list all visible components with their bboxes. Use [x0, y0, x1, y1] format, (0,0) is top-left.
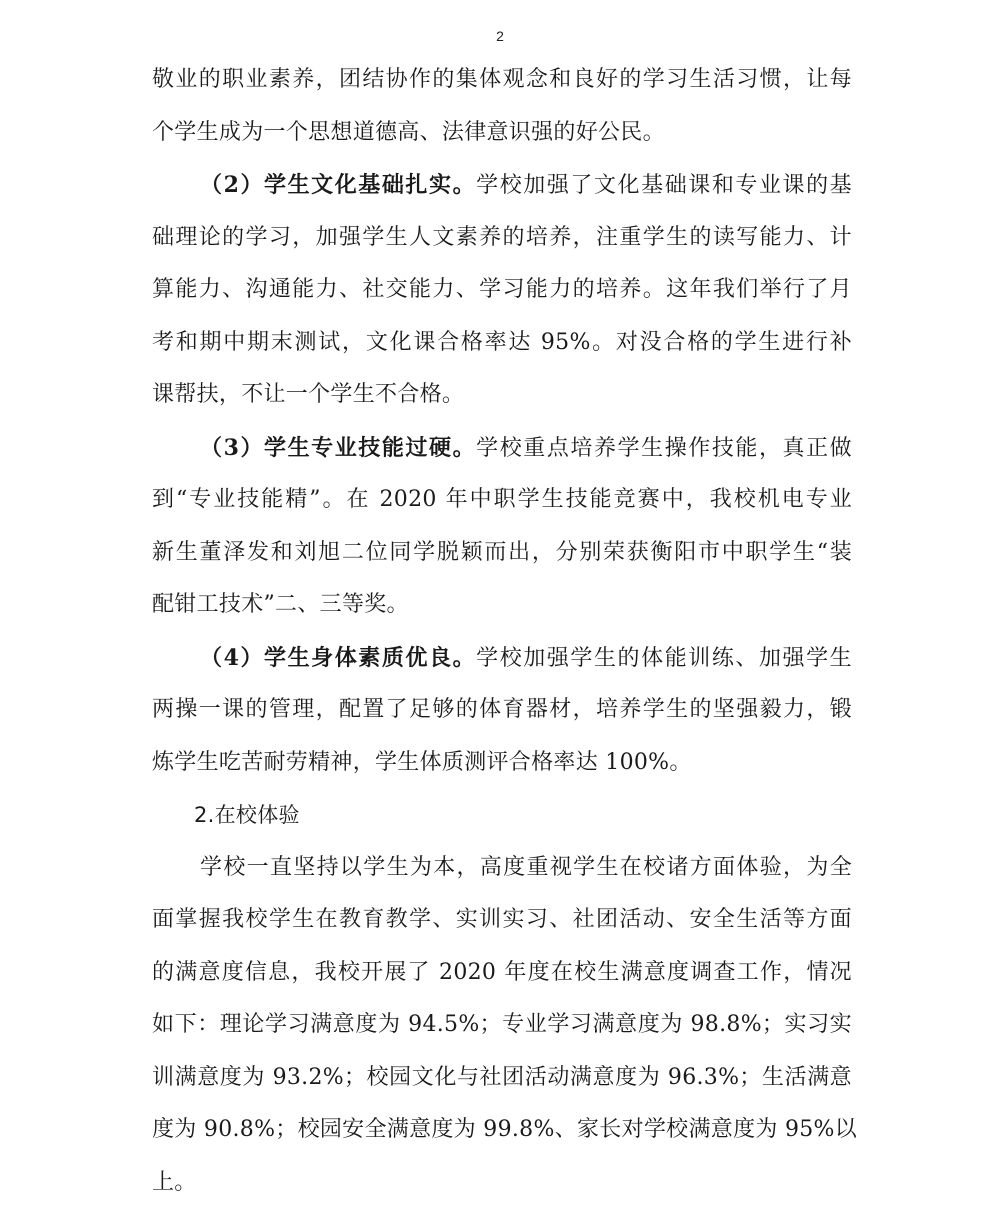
paragraph-text: 学校重点培养学生操作技能，真正做 — [476, 436, 852, 461]
text-line: 考和期中期末测试，文化课合格率达 95%。对没合格的学生进行补 — [152, 317, 852, 370]
document-body — [152, 54, 852, 1209]
paragraph-text: 学校加强了文化基础课和专业课的基 — [476, 173, 852, 198]
text-line: 到“专业技能精”。在 2020 年中职学生技能竞赛中，我校机电专业 — [152, 474, 852, 527]
paragraph-text: 学校加强学生的体能训练、加强学生 — [476, 646, 852, 671]
text-line: 础理论的学习，加强学生人文素养的培养，注重学生的读写能力、计 — [152, 212, 852, 265]
paragraph-line — [152, 159, 852, 212]
text-line: 如下：理论学习满意度为 94.5%；专业学习满意度为 98.8%；实习实 — [152, 999, 852, 1052]
text-line: 配钳工技术”二、三等奖。 — [152, 579, 852, 632]
text-line: 的满意度信息，我校开展了 2020 年度在校生满意度调查工作，情况 — [152, 947, 852, 1000]
paragraph-line — [152, 422, 852, 475]
paragraph-heading: （4）学生身体素质优良。 — [200, 645, 476, 671]
text-line: 炼学生吃苦耐劳精神，学生体质测评合格率达 100%。 — [152, 737, 852, 790]
text-line: 算能力、沟通能力、社交能力、学习能力的培养。这年我们举行了月 — [152, 264, 852, 317]
text-line: 两操一课的管理，配置了足够的体育器材，培养学生的坚强毅力，锻 — [152, 684, 852, 737]
text-line: 上。 — [152, 1157, 852, 1209]
text-line: 课帮扶，不让一个学生不合格。 — [152, 369, 852, 422]
text-line: 个学生成为一个思想道德高、法律意识强的好公民。 — [152, 107, 852, 160]
paragraph-heading: （3）学生专业技能过硬。 — [200, 435, 476, 461]
section-heading: 2.在校体验 — [152, 789, 852, 842]
text-line: 训满意度为 93.2%；校园文化与社团活动满意度为 96.3%；生活满意 — [152, 1052, 852, 1105]
page-number: 2 — [0, 28, 1000, 44]
text-line: 新生董泽发和刘旭二位同学脱颖而出，分别荣获衡阳市中职学生“装 — [152, 527, 852, 580]
text-line: 度为 90.8%；校园安全满意度为 99.8%、家长对学校满意度为 95%以 — [152, 1104, 852, 1157]
text-line: 学校一直坚持以学生为本，高度重视学生在校诸方面体验，为全 — [152, 842, 852, 895]
text-line: 敬业的职业素养，团结协作的集体观念和良好的学习生活习惯，让每 — [152, 54, 852, 107]
paragraph-line — [152, 632, 852, 685]
paragraph-heading: （2）学生文化基础扎实。 — [200, 172, 476, 198]
text-line: 面掌握我校学生在教育教学、实训实习、社团活动、安全生活等方面 — [152, 894, 852, 947]
